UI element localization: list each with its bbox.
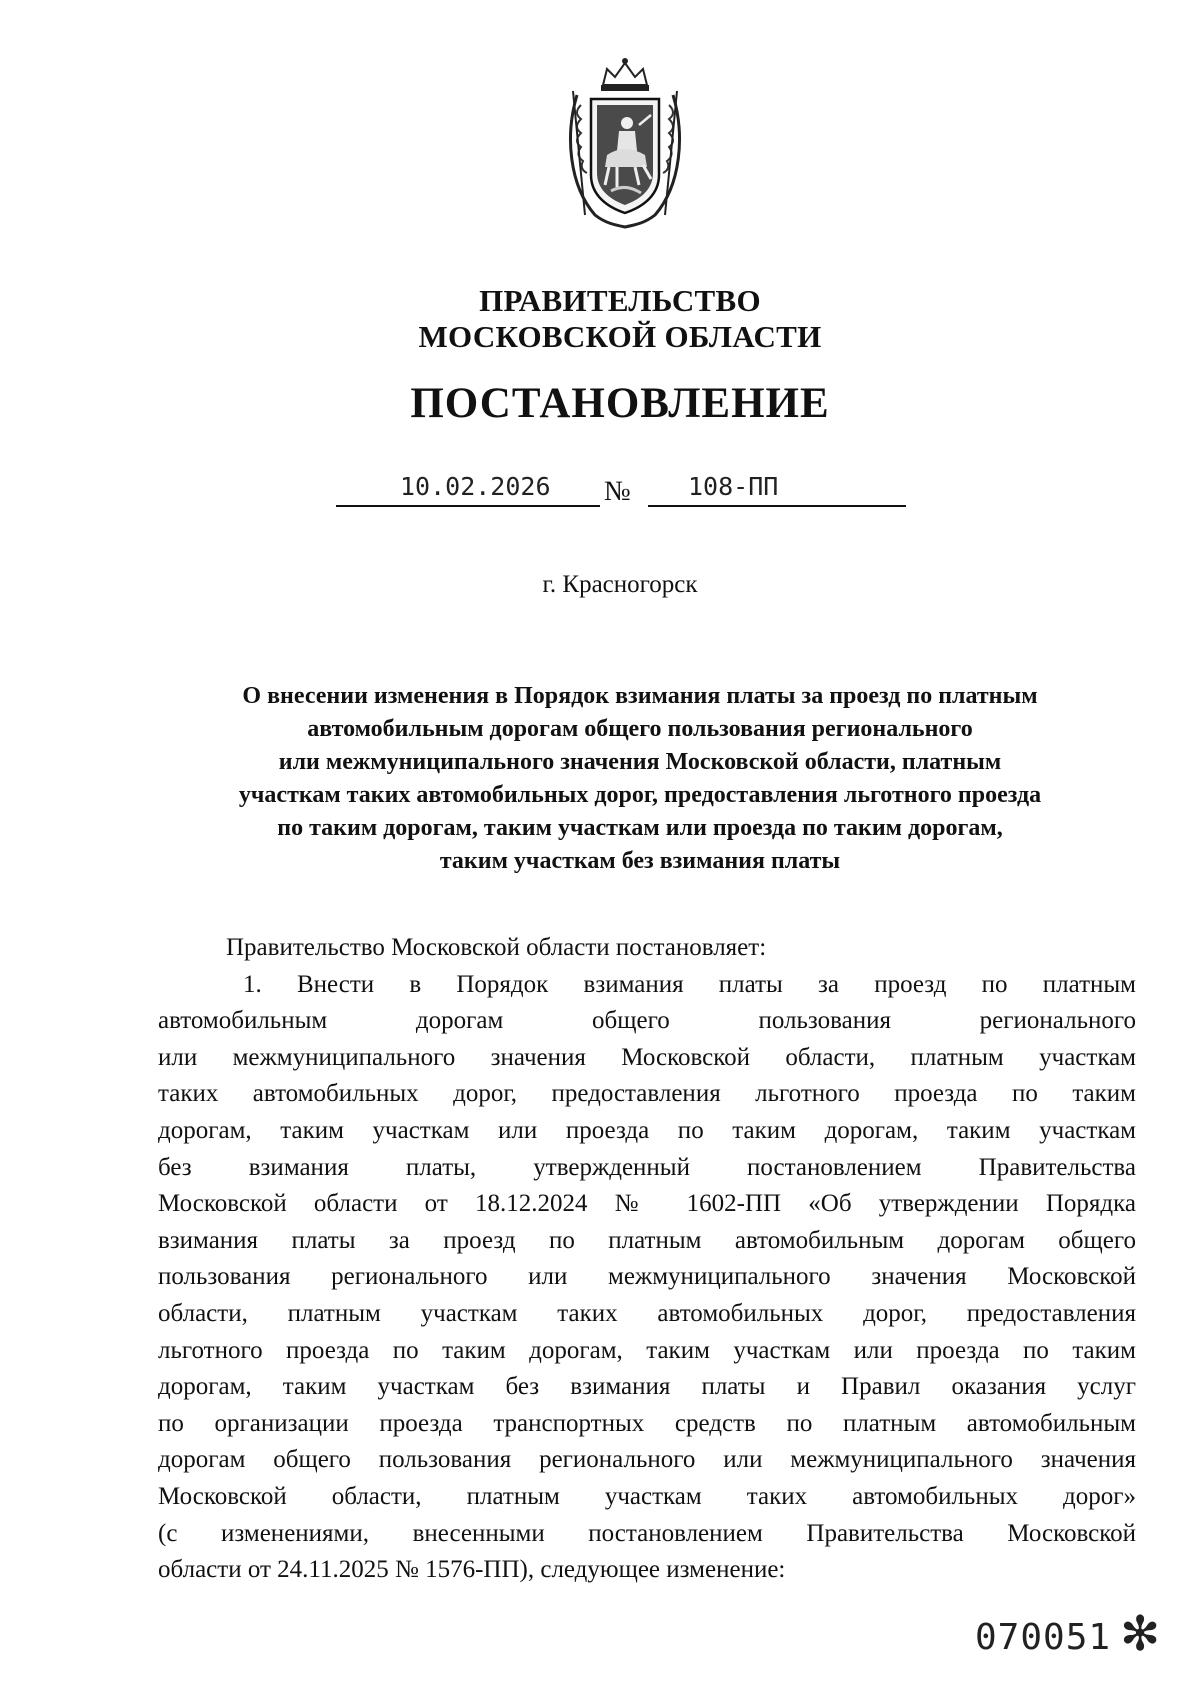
government-name-line2: МОСКОВСКОЙ ОБЛАСТИ xyxy=(418,319,822,354)
asterisk-icon: ✻ xyxy=(1120,1606,1161,1662)
preamble-line: Правительство Московской области постановляет: xyxy=(226,934,767,961)
body-line: автомобильным дорогам общего пользования регионального xyxy=(158,1007,1136,1035)
serial-number: 070051 xyxy=(975,1617,1112,1658)
coat-of-arms-icon xyxy=(555,55,695,230)
document-title xyxy=(150,680,1130,878)
body-line: льготного проезда по таким дорогам, таким участкам или проезда по таким xyxy=(158,1336,1136,1364)
document-type: ПОСТАНОВЛЕНИЕ xyxy=(410,380,830,427)
government-name-line1: ПРАВИТЕЛЬСТВО xyxy=(479,283,761,318)
document-number: 108-ПП xyxy=(688,472,779,501)
body-line: дорогам, таким участкам или проезда по таким дорогам, таким участкам xyxy=(158,1116,1136,1144)
body-line: Московской области, платным участкам таких автомобильных дорог» xyxy=(158,1482,1136,1510)
body-line: без взимания платы, утвержденный постановлением Правительства xyxy=(158,1153,1136,1181)
body-line: дорогам, таким участкам без взимания платы и Правил оказания услуг xyxy=(158,1373,1136,1401)
body-line: области, платным участкам таких автомобильных дорог, предоставления xyxy=(158,1299,1136,1327)
document-body xyxy=(158,930,1136,1589)
title-line: О внесении изменения в Порядок взимания платы за проезд по платным xyxy=(242,683,1038,709)
body-line: дорогам общего пользования регионального или межмуниципального значения xyxy=(158,1446,1136,1474)
number-sign: № xyxy=(604,476,631,507)
title-line: по таким дорогам, таким участкам или проезда по таким дорогам, xyxy=(277,815,1003,841)
body-line: пользования регионального или межмуниципального значения Московской xyxy=(158,1263,1136,1291)
title-line: или межмуниципального значения Московской области, платным xyxy=(278,749,1002,775)
body-line: (с изменениями, внесенными постановлением Правительства Московской xyxy=(158,1519,1136,1547)
title-line: участкам таких автомобильных дорог, предоставления льготного проезда xyxy=(238,782,1042,808)
body-line: Московской области от 18.12.2024 № 1602-ПП «Об утверждении Порядка xyxy=(158,1190,1136,1218)
title-line: автомобильным дорогам общего пользования регионального xyxy=(307,716,973,742)
title-line: таким участкам без взимания платы xyxy=(439,848,841,874)
body-line: взимания платы за проезд по платным автомобильным дорогам общего xyxy=(158,1226,1136,1254)
body-line: 1. Внести в Порядок взимания платы за проезд по платным xyxy=(243,970,1136,998)
body-line: по организации проезда транспортных средств по платным автомобильным xyxy=(158,1409,1136,1437)
number-underline xyxy=(648,505,906,507)
body-line: области от 24.11.2025 № 1576-ПП), следующее изменение: xyxy=(158,1556,786,1584)
document-date: 10.02.2026 xyxy=(400,472,551,501)
body-line: таких автомобильных дорог, предоставления льготного проезда по таким xyxy=(158,1080,1136,1108)
date-underline xyxy=(336,505,600,507)
body-line: или межмуниципального значения Московской области, платным участкам xyxy=(158,1043,1136,1071)
city-name: г. Красногорск xyxy=(542,571,698,598)
